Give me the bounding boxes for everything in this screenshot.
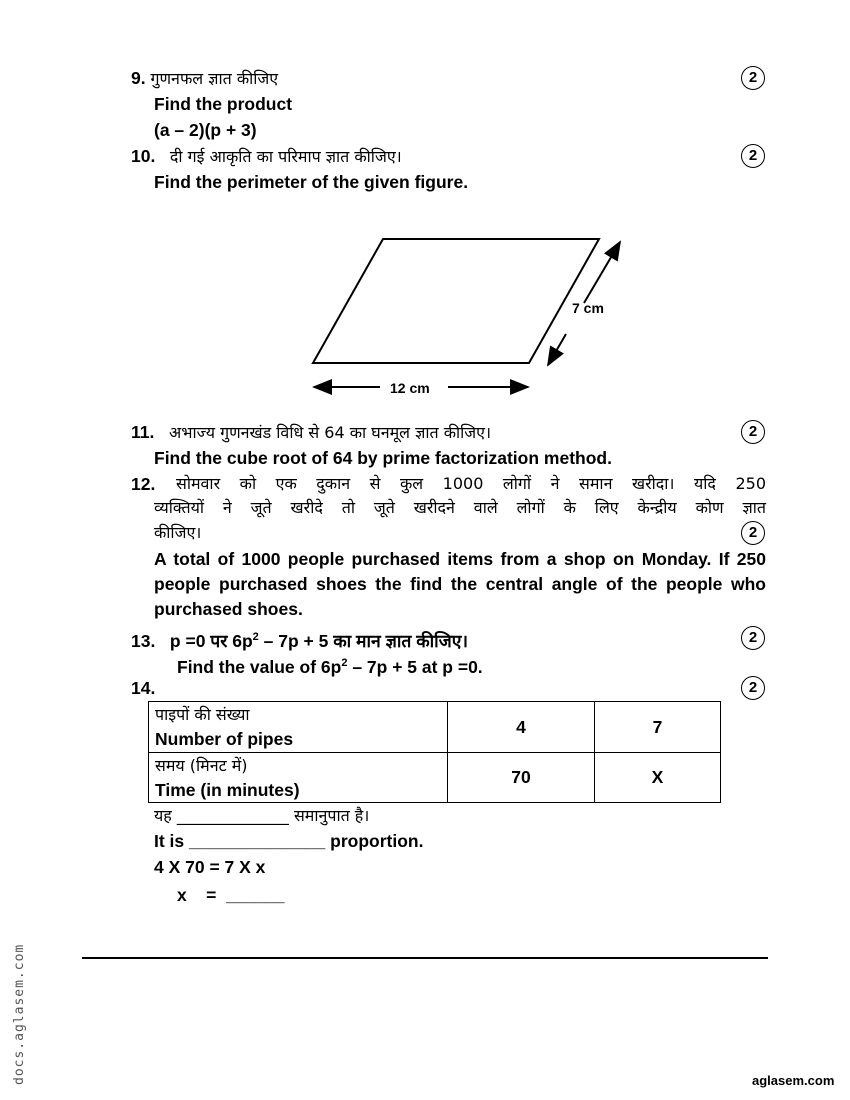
q9: 9. गुणनफल ज्ञात कीजिए (131, 68, 279, 88)
marks-badge: 2 (741, 626, 765, 650)
q12-english-1: A total of 1000 people purchased items from a shop on Monday. If 250 (154, 549, 766, 569)
footer-brand: aglasem.com (752, 1073, 835, 1088)
q11-english: Find the cube root of 64 by prime factorization method. (154, 448, 612, 468)
q13: 13. p =0 पर $6p^2 - 7p + 5$ का मान ज्ञात कीजिए। (131, 630, 469, 651)
q14-line3: 4 X 70 = 7 X x (154, 857, 266, 877)
q9-expr: (a – 2)(p + 3) (154, 120, 257, 140)
base-label: 12 cm (390, 380, 430, 396)
q11: 11. अभाज्य गुणनखंड विधि से 64 का घनमूल ज्ञात कीजिए। (131, 422, 492, 442)
table-row: पाइपों की संख्या Number of pipes 4 7 (149, 702, 721, 753)
parallelogram-shape (313, 239, 599, 363)
divider (82, 957, 768, 959)
q12-english-2: people purchased shoes the find the central angle of the people who (154, 574, 766, 594)
side-label: 7 cm (572, 300, 604, 316)
q12-hindi-1: सोमवार को एक दुकान से कुल 1000 लोगों ने समान खरीदा। यदि 250 (176, 474, 766, 493)
q14-line1: यह ______________ समानुपात है। (154, 806, 370, 825)
q9-english: Find the product (154, 94, 293, 114)
q10: 10. दी गई आकृति का परिमाप ज्ञात कीजिए। (131, 146, 402, 166)
q14-line2: It is ______________ proportion. (154, 831, 424, 851)
q13-english: Find the value of $6p^2 - 7p + 5$ at p =0. (177, 656, 483, 677)
q12-english-3: purchased shoes. (154, 599, 303, 619)
marks-badge: 2 (741, 66, 765, 90)
marks-badge: 2 (741, 420, 765, 444)
side-arrow-down (548, 334, 566, 365)
q10-english: Find the perimeter of the given figure. (154, 172, 469, 192)
marks-badge: 2 (741, 676, 765, 700)
pipes-table (148, 701, 721, 803)
q14-line4: x = ______ (177, 885, 285, 905)
q12-num: 12. (131, 474, 156, 494)
q12-hindi-3: कीजिए। (154, 523, 202, 542)
side-arrow-up (584, 242, 620, 303)
watermark: docs.aglasem.com (12, 943, 27, 1085)
marks-badge: 2 (741, 144, 765, 168)
q14-num: 14. (131, 678, 156, 698)
q12-hindi-2: व्यक्तियों ने जूते खरीदे तो जूते खरीदने वाले लोगों के लिए केन्द्रीय कोण ज्ञात (154, 498, 766, 517)
parallelogram-figure (0, 0, 850, 420)
marks-badge: 2 (741, 521, 765, 545)
table-row: समय (मिनट में) Time (in minutes) 70 X (149, 752, 721, 803)
